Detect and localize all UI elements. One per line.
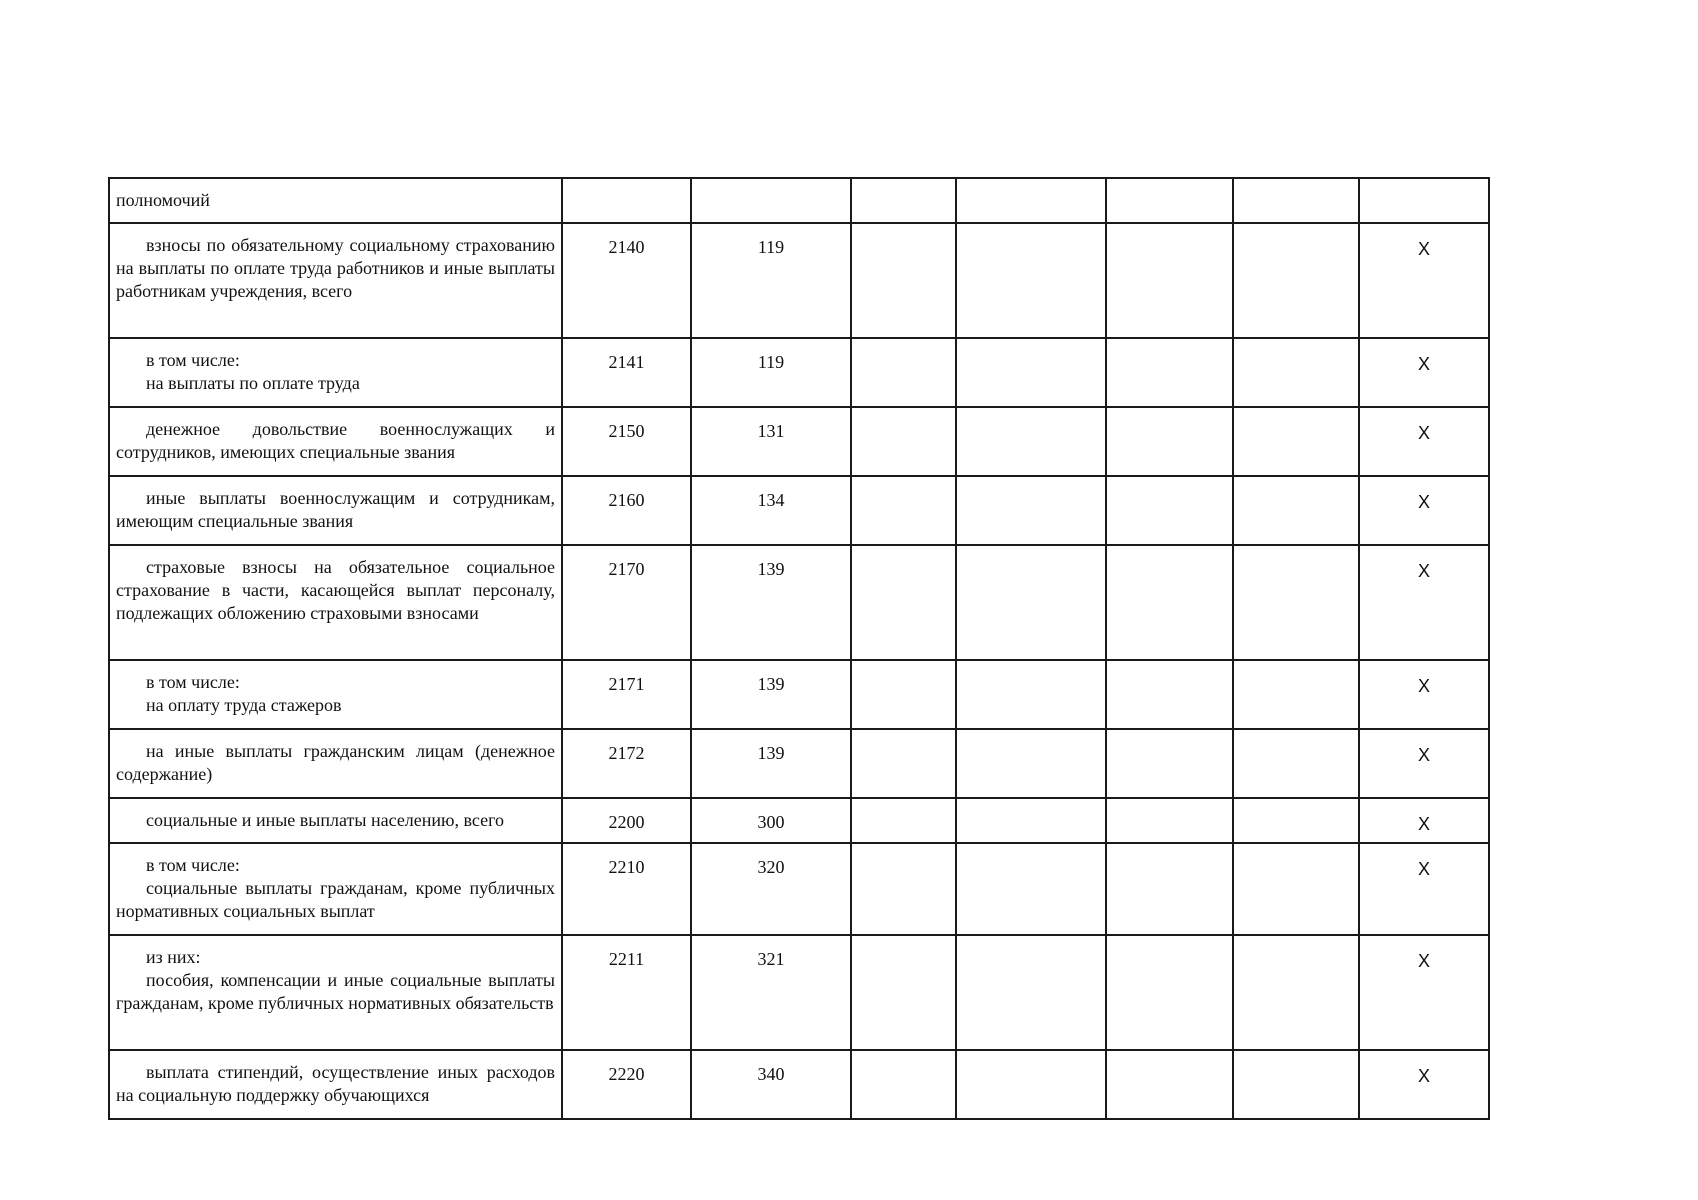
classification-code-value: 139 — [757, 743, 785, 763]
value-cell — [956, 843, 1106, 935]
line-code-value: 2172 — [608, 743, 645, 763]
value-cell — [956, 1050, 1106, 1119]
table-body — [109, 178, 1489, 1119]
value-cell — [1233, 476, 1359, 545]
line-code-value: 2171 — [608, 674, 645, 694]
classification-code-value: 340 — [757, 1064, 785, 1084]
expenses-table — [108, 177, 1490, 1120]
row-line-code — [562, 729, 691, 798]
description-line: социальные и иные выплаты населению, всего — [146, 810, 505, 830]
classification-code-value: 139 — [757, 559, 785, 579]
row-line-code — [562, 798, 691, 843]
value-cell — [956, 660, 1106, 729]
table-row — [109, 178, 1489, 223]
row-classification-code — [691, 545, 851, 660]
value-cell — [851, 178, 956, 223]
description-line: полномочий — [116, 190, 210, 210]
table-row — [109, 798, 1489, 843]
value-cell — [956, 935, 1106, 1050]
value-cell — [851, 407, 956, 476]
row-mark: X — [1359, 476, 1489, 545]
table-row — [109, 729, 1489, 798]
value-cell — [1233, 223, 1359, 338]
line-code-value: 2150 — [608, 421, 645, 441]
row-description — [109, 660, 562, 729]
description-line: социальные выплаты гражданам, кроме публичных нормативных социальных выплат — [116, 878, 555, 921]
row-line-code — [562, 407, 691, 476]
table-row — [109, 223, 1489, 338]
line-code-value: 2140 — [608, 237, 645, 257]
value-cell — [1233, 843, 1359, 935]
description-line: в том числе: — [146, 855, 240, 875]
value-cell — [851, 223, 956, 338]
table-row — [109, 843, 1489, 935]
value-cell — [1233, 545, 1359, 660]
value-cell — [1233, 1050, 1359, 1119]
row-classification-code — [691, 1050, 851, 1119]
table-row — [109, 1050, 1489, 1119]
value-cell — [1106, 476, 1233, 545]
value-cell — [956, 729, 1106, 798]
value-cell — [851, 729, 956, 798]
value-cell — [1106, 798, 1233, 843]
classification-code-value: 119 — [757, 237, 785, 257]
value-cell — [1106, 935, 1233, 1050]
table-row — [109, 660, 1489, 729]
value-cell — [1233, 178, 1359, 223]
line-code-value: 2170 — [608, 559, 645, 579]
value-cell — [851, 935, 956, 1050]
row-mark: X — [1359, 545, 1489, 660]
row-description — [109, 223, 562, 338]
row-line-code — [562, 660, 691, 729]
row-mark: X — [1359, 223, 1489, 338]
value-cell — [1233, 935, 1359, 1050]
row-line-code — [562, 935, 691, 1050]
description-line: иные выплаты военнослужащим и сотрудникам, имеющим специальные звания — [116, 488, 555, 531]
value-cell — [1233, 407, 1359, 476]
value-cell — [1233, 660, 1359, 729]
value-cell — [956, 545, 1106, 660]
description-line: на выплаты по оплате труда — [146, 373, 360, 393]
description-line: в том числе: — [146, 350, 240, 370]
table-row — [109, 476, 1489, 545]
row-mark: X — [1359, 935, 1489, 1050]
value-cell — [1233, 798, 1359, 843]
row-line-code — [562, 1050, 691, 1119]
line-code-value: 2211 — [608, 949, 645, 969]
description-line: на оплату труда стажеров — [146, 695, 342, 715]
table-row — [109, 545, 1489, 660]
value-cell — [851, 476, 956, 545]
row-line-code — [562, 338, 691, 407]
row-mark: X — [1359, 798, 1489, 843]
row-mark: X — [1359, 1050, 1489, 1119]
row-mark: X — [1359, 660, 1489, 729]
value-cell — [1106, 545, 1233, 660]
value-cell — [851, 798, 956, 843]
description-line: взносы по обязательному социальному страхованию на выплаты по оплате труда работников и иные выплаты работникам учреждения, всего — [116, 235, 555, 301]
row-description — [109, 407, 562, 476]
description-line: страховые взносы на обязательное социальное страхование в части, касающейся выплат персоналу, подлежащих обложению страховыми взносами — [116, 557, 555, 623]
value-cell — [1106, 407, 1233, 476]
row-description — [109, 545, 562, 660]
line-code-value: 2141 — [608, 352, 645, 372]
row-description — [109, 843, 562, 935]
row-description — [109, 798, 562, 843]
classification-code-value: 300 — [757, 812, 785, 832]
line-code-value: 2160 — [608, 490, 645, 510]
row-description — [109, 935, 562, 1050]
row-classification-code — [691, 729, 851, 798]
value-cell — [851, 338, 956, 407]
value-cell — [851, 1050, 956, 1119]
row-classification-code — [691, 935, 851, 1050]
row-line-code — [562, 545, 691, 660]
value-cell — [1106, 178, 1233, 223]
value-cell — [1233, 338, 1359, 407]
row-description — [109, 729, 562, 798]
row-mark: X — [1359, 338, 1489, 407]
row-mark: X — [1359, 407, 1489, 476]
value-cell — [956, 338, 1106, 407]
classification-code-value: 320 — [757, 857, 785, 877]
value-cell — [956, 407, 1106, 476]
value-cell — [1106, 660, 1233, 729]
description-line: в том числе: — [146, 672, 240, 692]
row-description — [109, 178, 562, 223]
value-cell — [956, 223, 1106, 338]
row-classification-code — [691, 476, 851, 545]
row-description — [109, 1050, 562, 1119]
description-line: на иные выплаты гражданским лицам (денежное содержание) — [116, 741, 555, 784]
line-code-value: 2210 — [608, 857, 645, 877]
value-cell — [851, 843, 956, 935]
classification-code-value: 134 — [757, 490, 785, 510]
row-classification-code — [691, 338, 851, 407]
row-line-code — [562, 178, 691, 223]
row-classification-code — [691, 178, 851, 223]
row-classification-code — [691, 843, 851, 935]
value-cell — [1106, 1050, 1233, 1119]
row-classification-code — [691, 223, 851, 338]
row-classification-code — [691, 660, 851, 729]
value-cell — [851, 660, 956, 729]
classification-code-value: 119 — [757, 352, 785, 372]
row-description — [109, 476, 562, 545]
value-cell — [851, 545, 956, 660]
line-code-value: 2220 — [608, 1064, 645, 1084]
row-line-code — [562, 843, 691, 935]
value-cell — [1106, 338, 1233, 407]
line-code-value: 2200 — [608, 812, 645, 832]
row-mark — [1359, 178, 1489, 223]
description-line: пособия, компенсации и иные социальные выплаты гражданам, кроме публичных нормативных обязательств — [116, 970, 555, 1013]
row-line-code — [562, 223, 691, 338]
classification-code-value: 139 — [757, 674, 785, 694]
row-description — [109, 338, 562, 407]
value-cell — [956, 476, 1106, 545]
classification-code-value: 321 — [757, 949, 785, 969]
classification-code-value: 131 — [757, 421, 785, 441]
row-line-code — [562, 476, 691, 545]
row-classification-code — [691, 407, 851, 476]
description-line: выплата стипендий, осуществление иных расходов на социальную поддержку обучающихся — [116, 1062, 555, 1105]
value-cell — [956, 798, 1106, 843]
value-cell — [1233, 729, 1359, 798]
value-cell — [956, 178, 1106, 223]
table-row — [109, 407, 1489, 476]
value-cell — [1106, 729, 1233, 798]
value-cell — [1106, 843, 1233, 935]
row-classification-code — [691, 798, 851, 843]
row-mark: X — [1359, 843, 1489, 935]
table-row — [109, 935, 1489, 1050]
value-cell — [1106, 223, 1233, 338]
report-sheet — [108, 177, 1488, 1120]
description-line: из них: — [146, 947, 201, 967]
table-row — [109, 338, 1489, 407]
row-mark: X — [1359, 729, 1489, 798]
description-line: денежное довольствие военнослужащих и сотрудников, имеющих специальные звания — [116, 419, 555, 462]
